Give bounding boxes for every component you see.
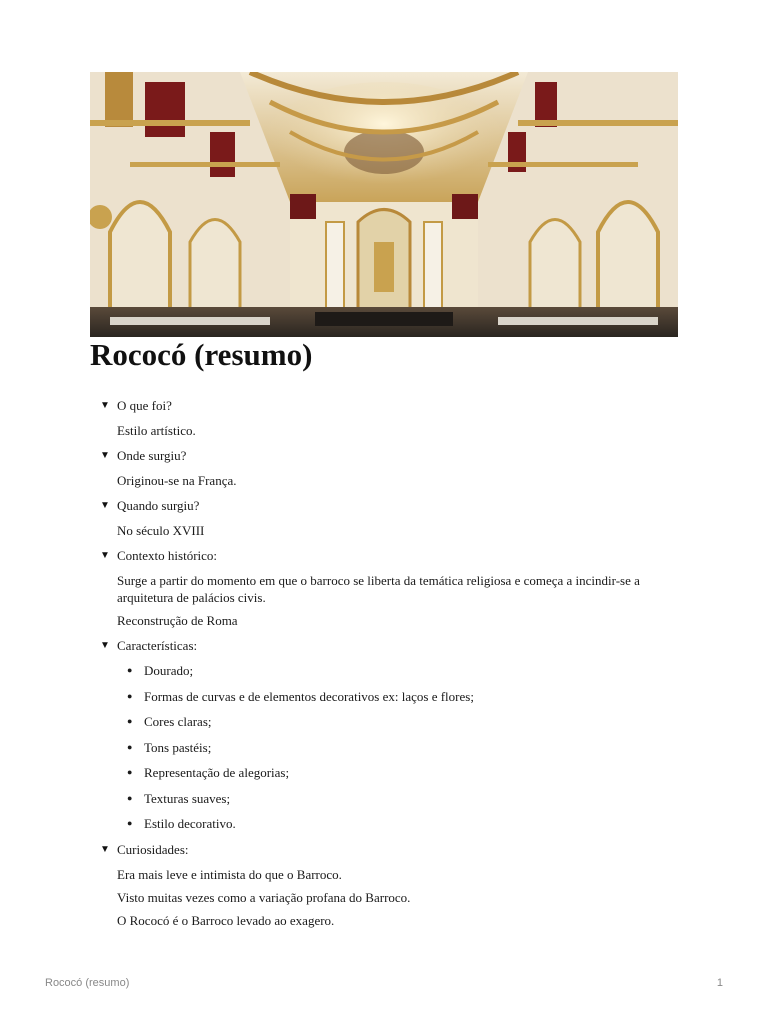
list-item (127, 709, 660, 735)
toggle-body (100, 472, 660, 489)
toggle-header[interactable] (100, 837, 660, 862)
bullet-dot-icon: ● (127, 792, 133, 803)
toggle-heading: Onde surgiu? (117, 448, 187, 463)
footer-page-number: 1 (716, 977, 723, 989)
list-item-text: Formas de curvas e de elementos decorativos ex: laços e flores; (144, 688, 474, 704)
triangle-down-icon[interactable]: ▼ (100, 843, 110, 855)
list-item-text: Texturas suaves; (144, 790, 231, 806)
hero-image (90, 72, 678, 337)
toggle-body (100, 658, 660, 837)
paragraph: Estilo artístico. (117, 423, 196, 438)
paragraph: Visto muitas vezes como a variação profana do Barroco. (117, 889, 411, 905)
toggle-quando-surgiu (100, 493, 660, 539)
paragraph: No século XVIII (117, 523, 205, 538)
toggle-heading: Quando surgiu? (117, 498, 200, 513)
toggle-header[interactable] (100, 443, 660, 468)
list-item-text: Cores claras; (144, 714, 212, 730)
list-item (127, 658, 660, 684)
toggle-heading: Curiosidades: (117, 841, 189, 857)
list-item (127, 786, 660, 812)
list-item (127, 760, 660, 786)
toggle-body (100, 866, 660, 929)
paragraph: Era mais leve e intimista do que o Barroco. (117, 866, 342, 882)
paragraph: Surge a partir do momento em que o barroco se liberta da temática religiosa e começa a incindir-se a arquitetura de palácios civis. (117, 573, 640, 605)
footer-title: Rococó (resumo) (45, 977, 130, 989)
toggle-heading: Características: (117, 638, 198, 653)
triangle-down-icon[interactable]: ▼ (100, 400, 110, 411)
toggle-body (100, 522, 660, 539)
bullet-dot-icon: ● (127, 741, 133, 752)
list-item (127, 684, 660, 710)
paragraph: Reconstrução de Roma (117, 613, 238, 628)
triangle-down-icon[interactable]: ▼ (100, 640, 110, 651)
toggle-body (100, 572, 660, 629)
church-interior-photo (90, 72, 678, 337)
triangle-down-icon[interactable]: ▼ (100, 500, 110, 511)
triangle-down-icon[interactable]: ▼ (100, 450, 110, 461)
list-item (127, 735, 660, 761)
toggle-header[interactable] (100, 543, 660, 568)
toggle-header[interactable] (100, 393, 660, 418)
toggle-contexto-historico (100, 543, 660, 629)
toggle-onde-surgiu (100, 443, 660, 489)
bullet-dot-icon: ● (127, 665, 133, 676)
bullet-list (117, 658, 660, 837)
list-item-text: Estilo decorativo. (144, 816, 236, 832)
document-body (100, 393, 660, 933)
bullet-dot-icon: ● (127, 818, 133, 829)
toggle-o-que-foi (100, 393, 660, 439)
triangle-down-icon[interactable]: ▼ (100, 550, 110, 561)
paragraph: Originou-se na França. (117, 473, 237, 488)
list-item-text: Representação de alegorias; (144, 765, 290, 781)
list-item (127, 811, 660, 837)
toggle-heading: O que foi? (117, 398, 172, 413)
toggle-header[interactable] (100, 493, 660, 518)
bullet-dot-icon: ● (127, 716, 133, 727)
toggle-curiosidades (100, 837, 660, 929)
toggle-heading: Contexto histórico: (117, 548, 218, 563)
list-item-text: Dourado; (144, 663, 194, 679)
toggle-body (100, 422, 660, 439)
toggle-header[interactable] (100, 633, 660, 658)
paragraph: O Rococó é o Barroco levado ao exagero. (117, 912, 335, 928)
bullet-dot-icon: ● (127, 767, 133, 778)
page-title: Rococó (resumo) (90, 337, 313, 372)
toggle-caracteristicas (100, 633, 660, 837)
list-item-text: Tons pastéis; (144, 739, 212, 755)
bullet-dot-icon: ● (127, 690, 133, 701)
